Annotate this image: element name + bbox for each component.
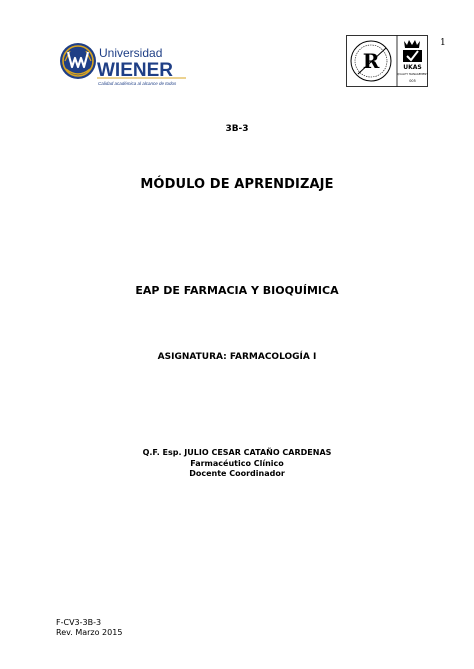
university-wiener-logo (58, 41, 188, 95)
logo-university-text: Universidad (99, 46, 163, 60)
school-name: EAP DE FARMACIA Y BIOQUÍMICA (135, 284, 339, 297)
footer (56, 618, 122, 638)
author-position: Docente Coordinador (189, 469, 285, 478)
document-title: MÓDULO DE APRENDIZAJE (140, 177, 334, 192)
ukas-quality-label: QUALITY MANAGEMENT (397, 73, 428, 76)
form-code: F-CV3-3B-3 (56, 618, 102, 627)
logo-tagline-text: Calidad académica al alcance de todos (98, 81, 177, 86)
certification-seals (346, 35, 428, 87)
author-name: Q.F. Esp. JULIO CESAR CATAÑO CARDENAS (142, 448, 332, 457)
ukas-label: UKAS (403, 64, 422, 71)
author-block (0, 448, 474, 480)
svg-text:R: R (362, 49, 380, 73)
document-code: 3B-3 (225, 124, 249, 134)
registered-quality-seal-icon (351, 41, 391, 81)
ukas-number: 005 (409, 79, 416, 83)
author-role: Farmacéutico Clínico (190, 458, 284, 468)
page-number: 1 (440, 38, 446, 48)
revision-date: Rev. Marzo 2015 (56, 628, 123, 637)
ukas-crown-check-icon (403, 40, 422, 62)
subject-name: ASIGNATURA: FARMACOLOGÍA I (157, 352, 317, 362)
shield-emblem-icon (60, 43, 96, 79)
logo-name-text: WIENER (97, 60, 173, 81)
